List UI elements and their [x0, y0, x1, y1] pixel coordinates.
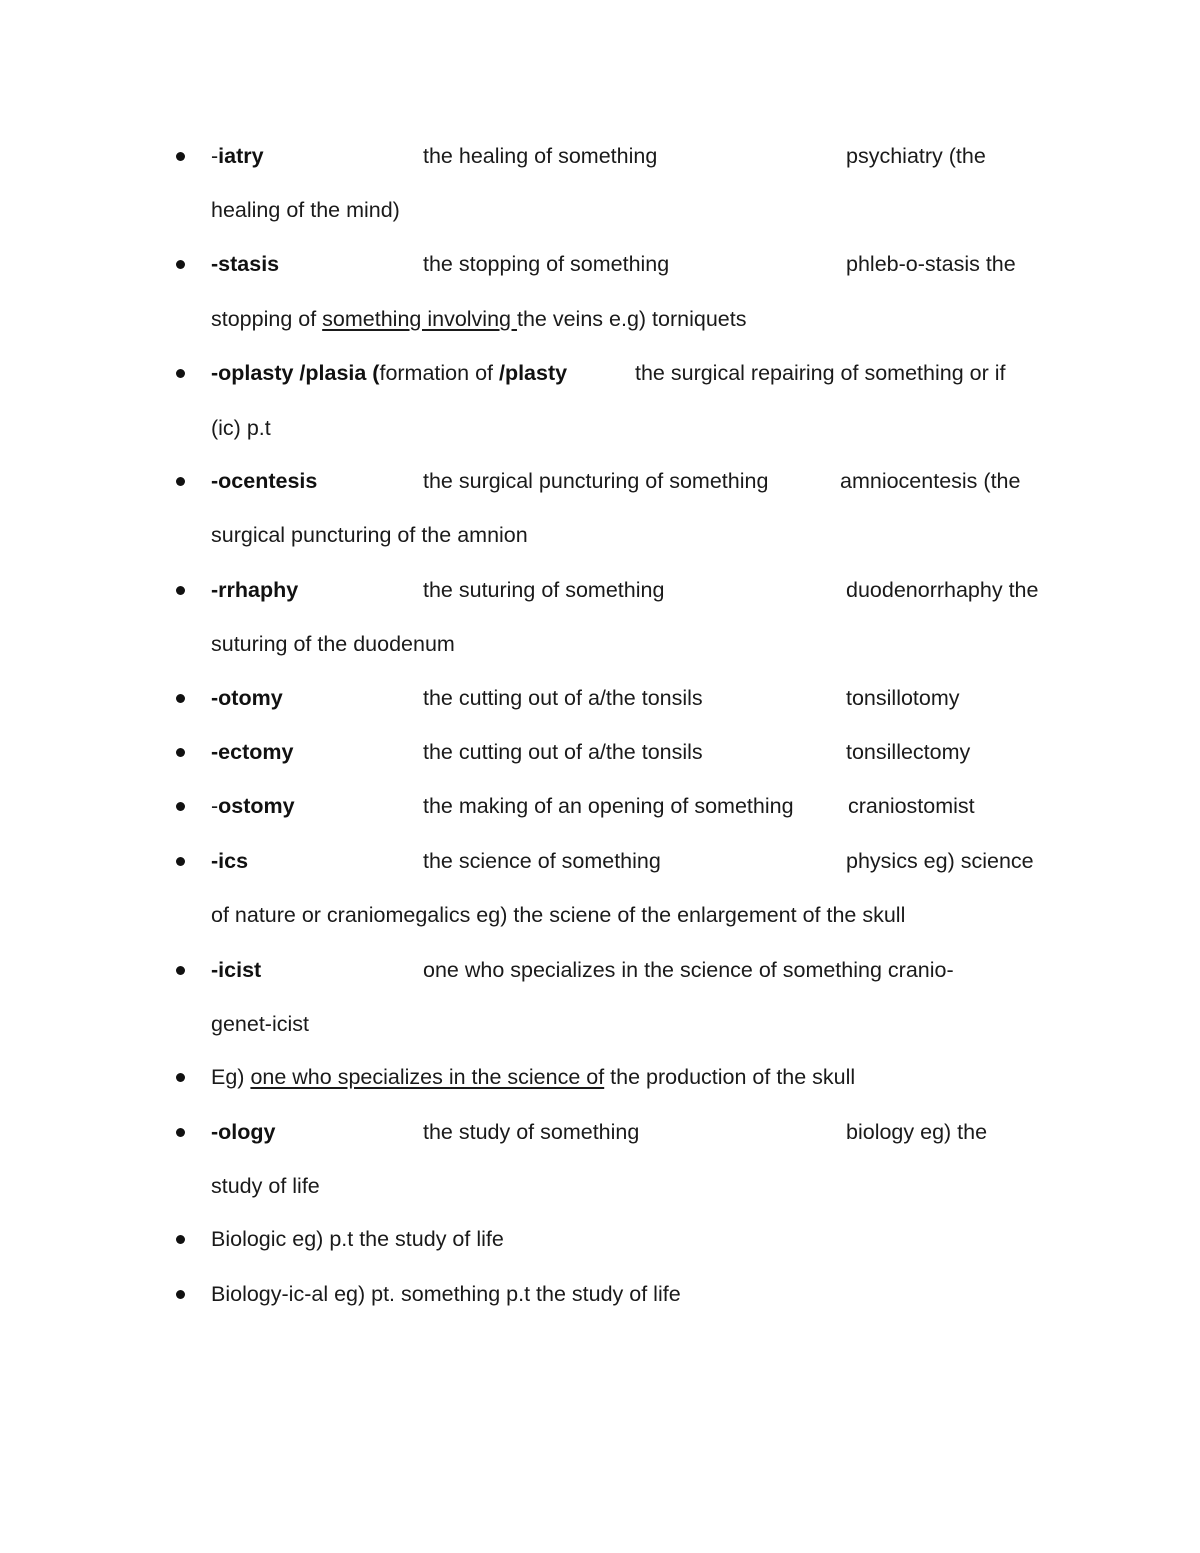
bullet-icon	[176, 748, 185, 757]
meaning: the study of something	[423, 1120, 640, 1144]
example: physics eg) science	[846, 849, 1034, 873]
term: -ics	[211, 849, 249, 873]
bullet-icon	[176, 586, 185, 595]
list-item-example: Eg) one who specializes in the science of the production of the skull	[0, 1063, 1200, 1091]
list-item-ostomy	[0, 792, 1200, 820]
term: -stasis	[211, 252, 280, 276]
example: duodenorrhaphy the	[846, 578, 1039, 602]
example: phleb-o-stasis the	[846, 252, 1016, 276]
term: -otomy	[211, 686, 283, 710]
meaning: the making of an opening of something	[423, 794, 794, 818]
list-item-icist	[0, 956, 1200, 984]
list-item-continuation: stopping of something involving the veins e.g) torniquets	[211, 307, 747, 331]
bullet-icon	[176, 1128, 185, 1137]
bullet-icon	[176, 1073, 185, 1082]
list-item-ocentesis	[0, 467, 1200, 495]
example: biology eg) the	[846, 1120, 988, 1144]
bullet-icon	[176, 152, 185, 161]
bullet-icon	[176, 966, 185, 975]
list-item-continuation: suturing of the duodenum	[211, 632, 455, 656]
term: -ology	[211, 1120, 276, 1144]
bullet-icon	[176, 260, 185, 269]
meaning: the science of something	[423, 849, 661, 873]
list-item-biological: Biology-ic-al eg) pt. something p.t the study of life	[0, 1280, 1200, 1308]
list-item-oplasty	[0, 359, 1200, 387]
example: tonsillotomy	[846, 686, 960, 710]
list-item-biologic: Biologic eg) p.t the study of life	[0, 1225, 1200, 1253]
list-item-continuation: (ic) p.t	[211, 416, 271, 440]
meaning: the stopping of something	[423, 252, 670, 276]
bullet-icon	[176, 1290, 185, 1299]
bullet-icon	[176, 857, 185, 866]
meaning: the surgical puncturing of something	[423, 469, 769, 493]
bullet-icon	[176, 694, 185, 703]
term: -rrhaphy	[211, 578, 299, 602]
meaning: the cutting out of a/the tonsils	[423, 740, 703, 764]
term: -icist	[211, 958, 262, 982]
list-item-continuation: healing of the mind)	[211, 198, 400, 222]
term: -ectomy	[211, 740, 294, 764]
meaning: the cutting out of a/the tonsils	[423, 686, 703, 710]
list-item-otomy	[0, 684, 1200, 712]
example: psychiatry (the	[846, 144, 986, 168]
list-item-rrhaphy	[0, 576, 1200, 604]
list-item-continuation: genet-icist	[211, 1012, 309, 1036]
underlined-text: one who specializes in the science of	[250, 1065, 605, 1089]
list-item-continuation: study of life	[211, 1174, 320, 1198]
list-item-ectomy	[0, 738, 1200, 766]
example: craniostomist	[848, 794, 975, 818]
list-item-stasis	[0, 250, 1200, 278]
meaning: the suturing of something	[423, 578, 665, 602]
meaning: the healing of something	[423, 144, 658, 168]
bullet-icon	[176, 369, 185, 378]
bullet-icon	[176, 477, 185, 486]
meaning: the surgical repairing of something or if	[635, 361, 1006, 385]
list-item-iatry	[0, 142, 1200, 170]
meaning: one who specializes in the science of something cranio-	[423, 958, 954, 982]
list-item-ology	[0, 1118, 1200, 1146]
list-item-continuation: of nature or craniomegalics eg) the sciene of the enlargement of the skull	[211, 903, 906, 927]
bullet-icon	[176, 1235, 185, 1244]
term: -oplasty /plasia (formation of /plasty	[211, 361, 568, 385]
term: -ocentesis	[211, 469, 318, 493]
list-item-ics	[0, 847, 1200, 875]
example: tonsillectomy	[846, 740, 971, 764]
example: amniocentesis (the	[840, 469, 1021, 493]
underlined-text: something involving	[322, 307, 517, 331]
bullet-icon	[176, 802, 185, 811]
list-item-continuation: surgical puncturing of the amnion	[211, 523, 528, 547]
term: -ostomy	[211, 794, 295, 818]
term: -iatry	[211, 144, 264, 168]
